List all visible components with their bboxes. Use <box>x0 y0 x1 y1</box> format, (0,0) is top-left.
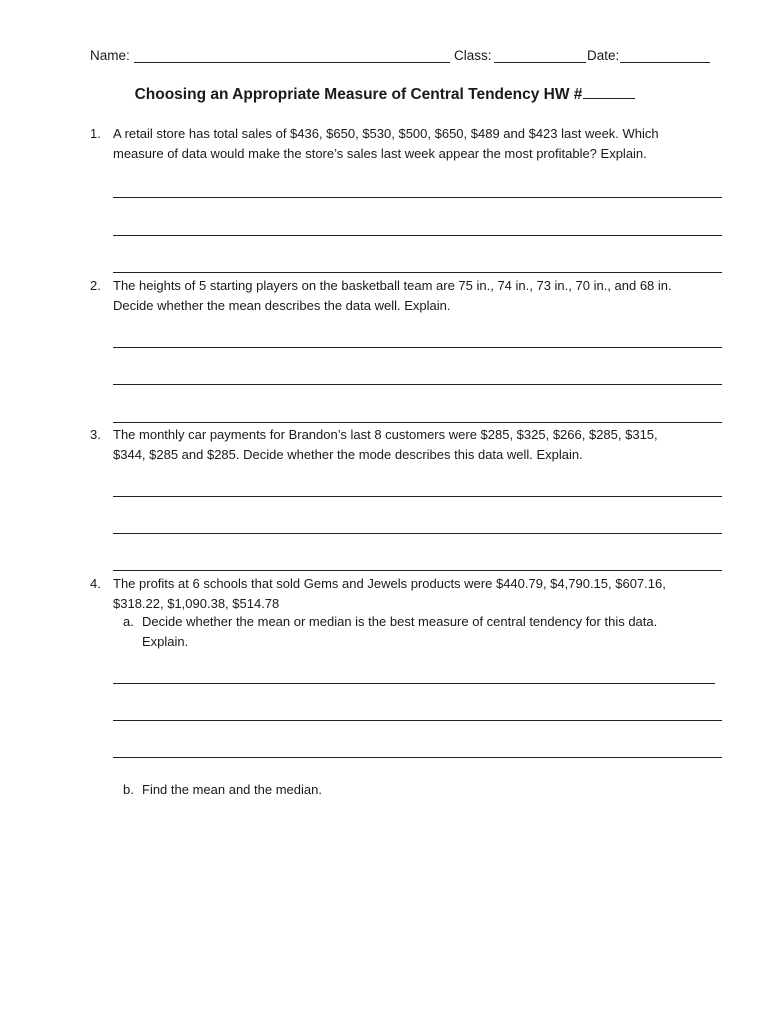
answer-line[interactable] <box>113 422 722 423</box>
name-label: Name: <box>90 48 130 63</box>
part-letter: b. <box>123 782 134 797</box>
answer-line[interactable] <box>113 197 722 198</box>
question-text: The profits at 6 schools that sold Gems and Jewels products were $440.79, $4,790.15, $607.16, $318.22, $1,090.38, $514.78 <box>113 576 666 611</box>
part-text: Decide whether the mean or median is the best measure of central tendency for this data. Explain. <box>142 614 658 649</box>
question-2 <box>90 276 722 315</box>
answer-line[interactable] <box>113 757 722 758</box>
question-1 <box>90 124 722 163</box>
question-number: 3. <box>90 427 101 442</box>
question-number: 1. <box>90 126 101 141</box>
part-letter: a. <box>123 614 134 629</box>
answer-line[interactable] <box>113 347 722 348</box>
question-4 <box>90 574 722 613</box>
answer-line[interactable] <box>113 235 722 236</box>
question-4b <box>113 780 713 800</box>
name-blank[interactable] <box>134 62 450 63</box>
answer-line[interactable] <box>113 720 722 721</box>
answer-line[interactable] <box>113 496 722 497</box>
title-text: Choosing an Appropriate Measure of Central Tendency HW # <box>134 86 583 103</box>
answer-line[interactable] <box>113 683 715 684</box>
hw-number-blank[interactable] <box>583 84 635 99</box>
answer-line[interactable] <box>113 272 722 273</box>
date-label: Date: <box>587 48 620 63</box>
question-number: 2. <box>90 278 101 293</box>
student-info-header <box>90 46 710 66</box>
question-text: A retail store has total sales of $436, $650, $530, $500, $650, $489 and $423 last week. Which measure of data would make the store’s sales last week appear the most profitable? Explain. <box>113 126 659 161</box>
answer-line[interactable] <box>113 384 722 385</box>
class-blank[interactable] <box>494 62 586 63</box>
question-text: The heights of 5 starting players on the basketball team are 75 in., 74 in., 73 in., 70 in., and 68 in. Decide whether the mean describes the data well. Explain. <box>113 278 672 313</box>
question-text: The monthly car payments for Brandon’s last 8 customers were $285, $325, $266, $285, $315, $344, $285 and $285. Decide whether the mode describes this data well. Explain. <box>113 427 658 462</box>
date-blank[interactable] <box>620 62 710 63</box>
question-3 <box>90 425 722 464</box>
worksheet-title <box>0 84 770 106</box>
answer-line[interactable] <box>113 533 722 534</box>
part-text: Find the mean and the median. <box>142 782 322 797</box>
answer-line[interactable] <box>113 570 722 571</box>
question-4a <box>113 612 713 651</box>
question-number: 4. <box>90 576 101 591</box>
class-label: Class: <box>454 48 492 63</box>
